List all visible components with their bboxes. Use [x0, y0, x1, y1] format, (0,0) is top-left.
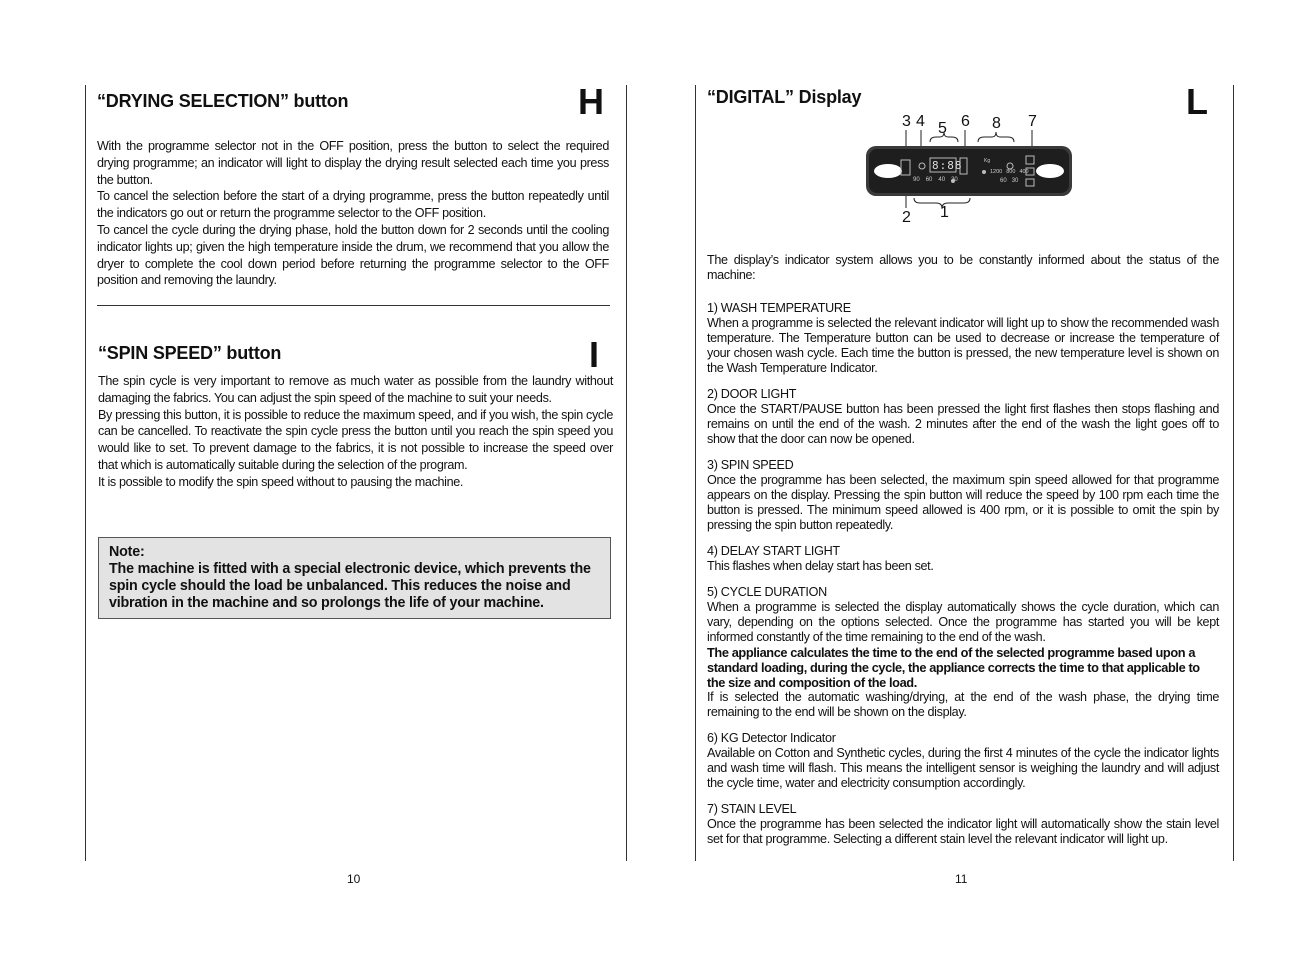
spin-labels	[990, 169, 1029, 175]
section-text: Once the programme has been selected the indicator light will automatically show the stain level set for that programme. Selecting a different stain level the relevant indicator will light up.	[707, 817, 1219, 846]
display-panel	[860, 110, 1080, 230]
note-text: The machine is fitted with a special electronic device, which prevents the spin cycle should the load be unbalanced. This reduces the noise and vibration in the machine and so prolongs the life of your machine.	[109, 561, 591, 611]
callout-7: 7	[1028, 113, 1037, 130]
spin-speed-heading: “SPIN SPEED” button	[98, 343, 282, 363]
drying-selection-body	[97, 138, 609, 289]
section-title: 1) WASH TEMPERATURE	[707, 301, 851, 315]
section-text: Once the programme has been selected, the maximum spin speed allowed for that programme appears on the display. Pressing the spin button will reduce the speed by 100 rpm each time the button is pressed. The minimum speed allowed is 400 rpm, or it is possible to omit the spin by pressing the spin button repeatedly.	[707, 473, 1219, 532]
callout-4: 4	[916, 113, 925, 130]
page-number-left: 10	[347, 872, 361, 886]
note-box	[98, 537, 611, 619]
spin-label-400: 400	[1019, 169, 1029, 175]
section-letter-l: L	[1186, 81, 1208, 122]
level-labels	[1000, 178, 1018, 184]
digital-display-body	[707, 253, 1219, 858]
spin-paragraph-1: The spin cycle is very important to remove as much water as possible from the laundry without damaging the fabrics. You can adjust the spin speed of the machine to suit your needs.	[98, 374, 613, 405]
spin-paragraph-3: It is possible to modify the spin speed without to pausing the machine.	[98, 474, 464, 489]
center-divider-left	[626, 85, 627, 861]
callout-5: 5	[938, 120, 947, 137]
callout-3: 3	[902, 113, 911, 130]
center-divider-right	[695, 85, 696, 861]
section-divider	[97, 305, 610, 306]
spin-speed-body	[98, 373, 613, 491]
section-bold-text: The appliance calculates the time to the end of the selected programme based upon a standard loading, during the cycle, the appliance corrects the time to that applicable to the size and composition of the load.	[707, 645, 1200, 690]
intro-text: The display’s indicator system allows you to be constantly informed about the status of the machine:	[707, 253, 1219, 282]
section-text: When a programme is selected the relevant indicator will light up to show the recommended wash temperature. The Temperature button can be used to decrease or increase the temperature of your chosen wash cycle. Each time the button is pressed, the new temperature level is shown on the Wash Temperature Indicator.	[707, 316, 1219, 375]
temp-label-90: 90	[913, 177, 920, 183]
section-title: 3) SPIN SPEED	[707, 458, 794, 472]
temp-label-40: 40	[938, 177, 946, 183]
section-title: 6) KG Detector Indicator	[707, 731, 836, 745]
digital-display-heading: “DIGITAL” Display	[707, 87, 862, 107]
section-title: 4) DELAY START LIGHT	[707, 544, 840, 558]
section-door-light	[707, 387, 1219, 447]
display-kg-label: Kg	[984, 158, 991, 164]
spin-label-800: 800	[1006, 169, 1016, 175]
drying-paragraph-3: To cancel the cycle during the drying phase, hold the button down for 2 seconds until the cooling indicator lights up; given the high temperature inside the drum, we recommend that you allow the dryer to complete the cool down period before returning the programme selector to the OFF position and removing the laundry.	[97, 222, 609, 288]
right-page-border	[1233, 85, 1234, 861]
section-kg-detector	[707, 731, 1219, 791]
temp-label-30: 30	[951, 177, 958, 183]
section-title: 2) DOOR LIGHT	[707, 387, 797, 401]
section-delay-start	[707, 544, 1219, 574]
note-label: Note:	[109, 544, 145, 560]
drying-paragraph-2: To cancel the selection before the start of a drying programme, press the button repeatedly until the indicators go out or return the programme selector to the OFF position.	[97, 189, 609, 221]
section-stain-level	[707, 802, 1219, 847]
spin-label-1200: 1200	[990, 169, 1003, 175]
section-letter-i: I	[589, 334, 600, 375]
temperature-labels	[913, 177, 958, 183]
section-cycle-duration	[707, 585, 1219, 720]
section-spin-speed	[707, 458, 1219, 533]
page-number-right: 11	[955, 872, 968, 886]
section-wash-temperature	[707, 301, 1219, 376]
level-label-30: 30	[1011, 178, 1019, 184]
callout-6: 6	[961, 113, 970, 130]
callout-8: 8	[992, 115, 1001, 132]
callout-1: 1	[940, 204, 949, 221]
level-label-60: 60	[1000, 178, 1007, 184]
display-digits: 8:88	[932, 159, 963, 172]
temp-label-60: 60	[925, 177, 933, 183]
section-text: When a programme is selected the display automatically shows the cycle duration, which can vary, depending on the options selected. Once the programme has started you will be kept informed constantly of the time remaining to the end of the wash.	[707, 600, 1219, 644]
section-extra-text: If is selected the automatic washing/drying, at the end of the wash phase, the drying time remaining to the end will be shown on the display.	[707, 690, 1219, 719]
left-page-border	[85, 85, 86, 861]
section-text: Once the START/PAUSE button has been pressed the light first flashes then stops flashing and remains on until the end of the wash. 2 minutes after the end of the wash the light goes off to show that the door can now be opened.	[707, 402, 1219, 446]
section-text: This flashes when delay start has been set.	[707, 559, 934, 573]
section-title: 5) CYCLE DURATION	[707, 585, 827, 599]
spin-paragraph-2: By pressing this button, it is possible to reduce the maximum speed, and if you wish, the spin cycle can be cancelled. To reactivate the spin cycle press the button until you reach the spin speed you would like to set. To prevent damage to the fabrics, it is not possible to increase the speed over that which is automatically suitable during the selection of the program.	[98, 407, 613, 472]
drying-paragraph-1: With the programme selector not in the OFF position, press the button to select the required drying programme; an indicator will light to display the drying result selected each time you press the button.	[97, 139, 609, 187]
section-text: Available on Cotton and Synthetic cycles, during the first 4 minutes of the cycle the indicator lights and wash time will flash. This means the intelligent sensor is weighing the laundry and will adjust the cycle time, water and electricity consumption accordingly.	[707, 746, 1219, 790]
section-letter-h: H	[578, 81, 604, 122]
section-title: 7) STAIN LEVEL	[707, 802, 797, 816]
drying-selection-heading: “DRYING SELECTION” button	[97, 91, 349, 111]
display-diagram	[860, 110, 1080, 230]
callout-2: 2	[902, 209, 911, 226]
